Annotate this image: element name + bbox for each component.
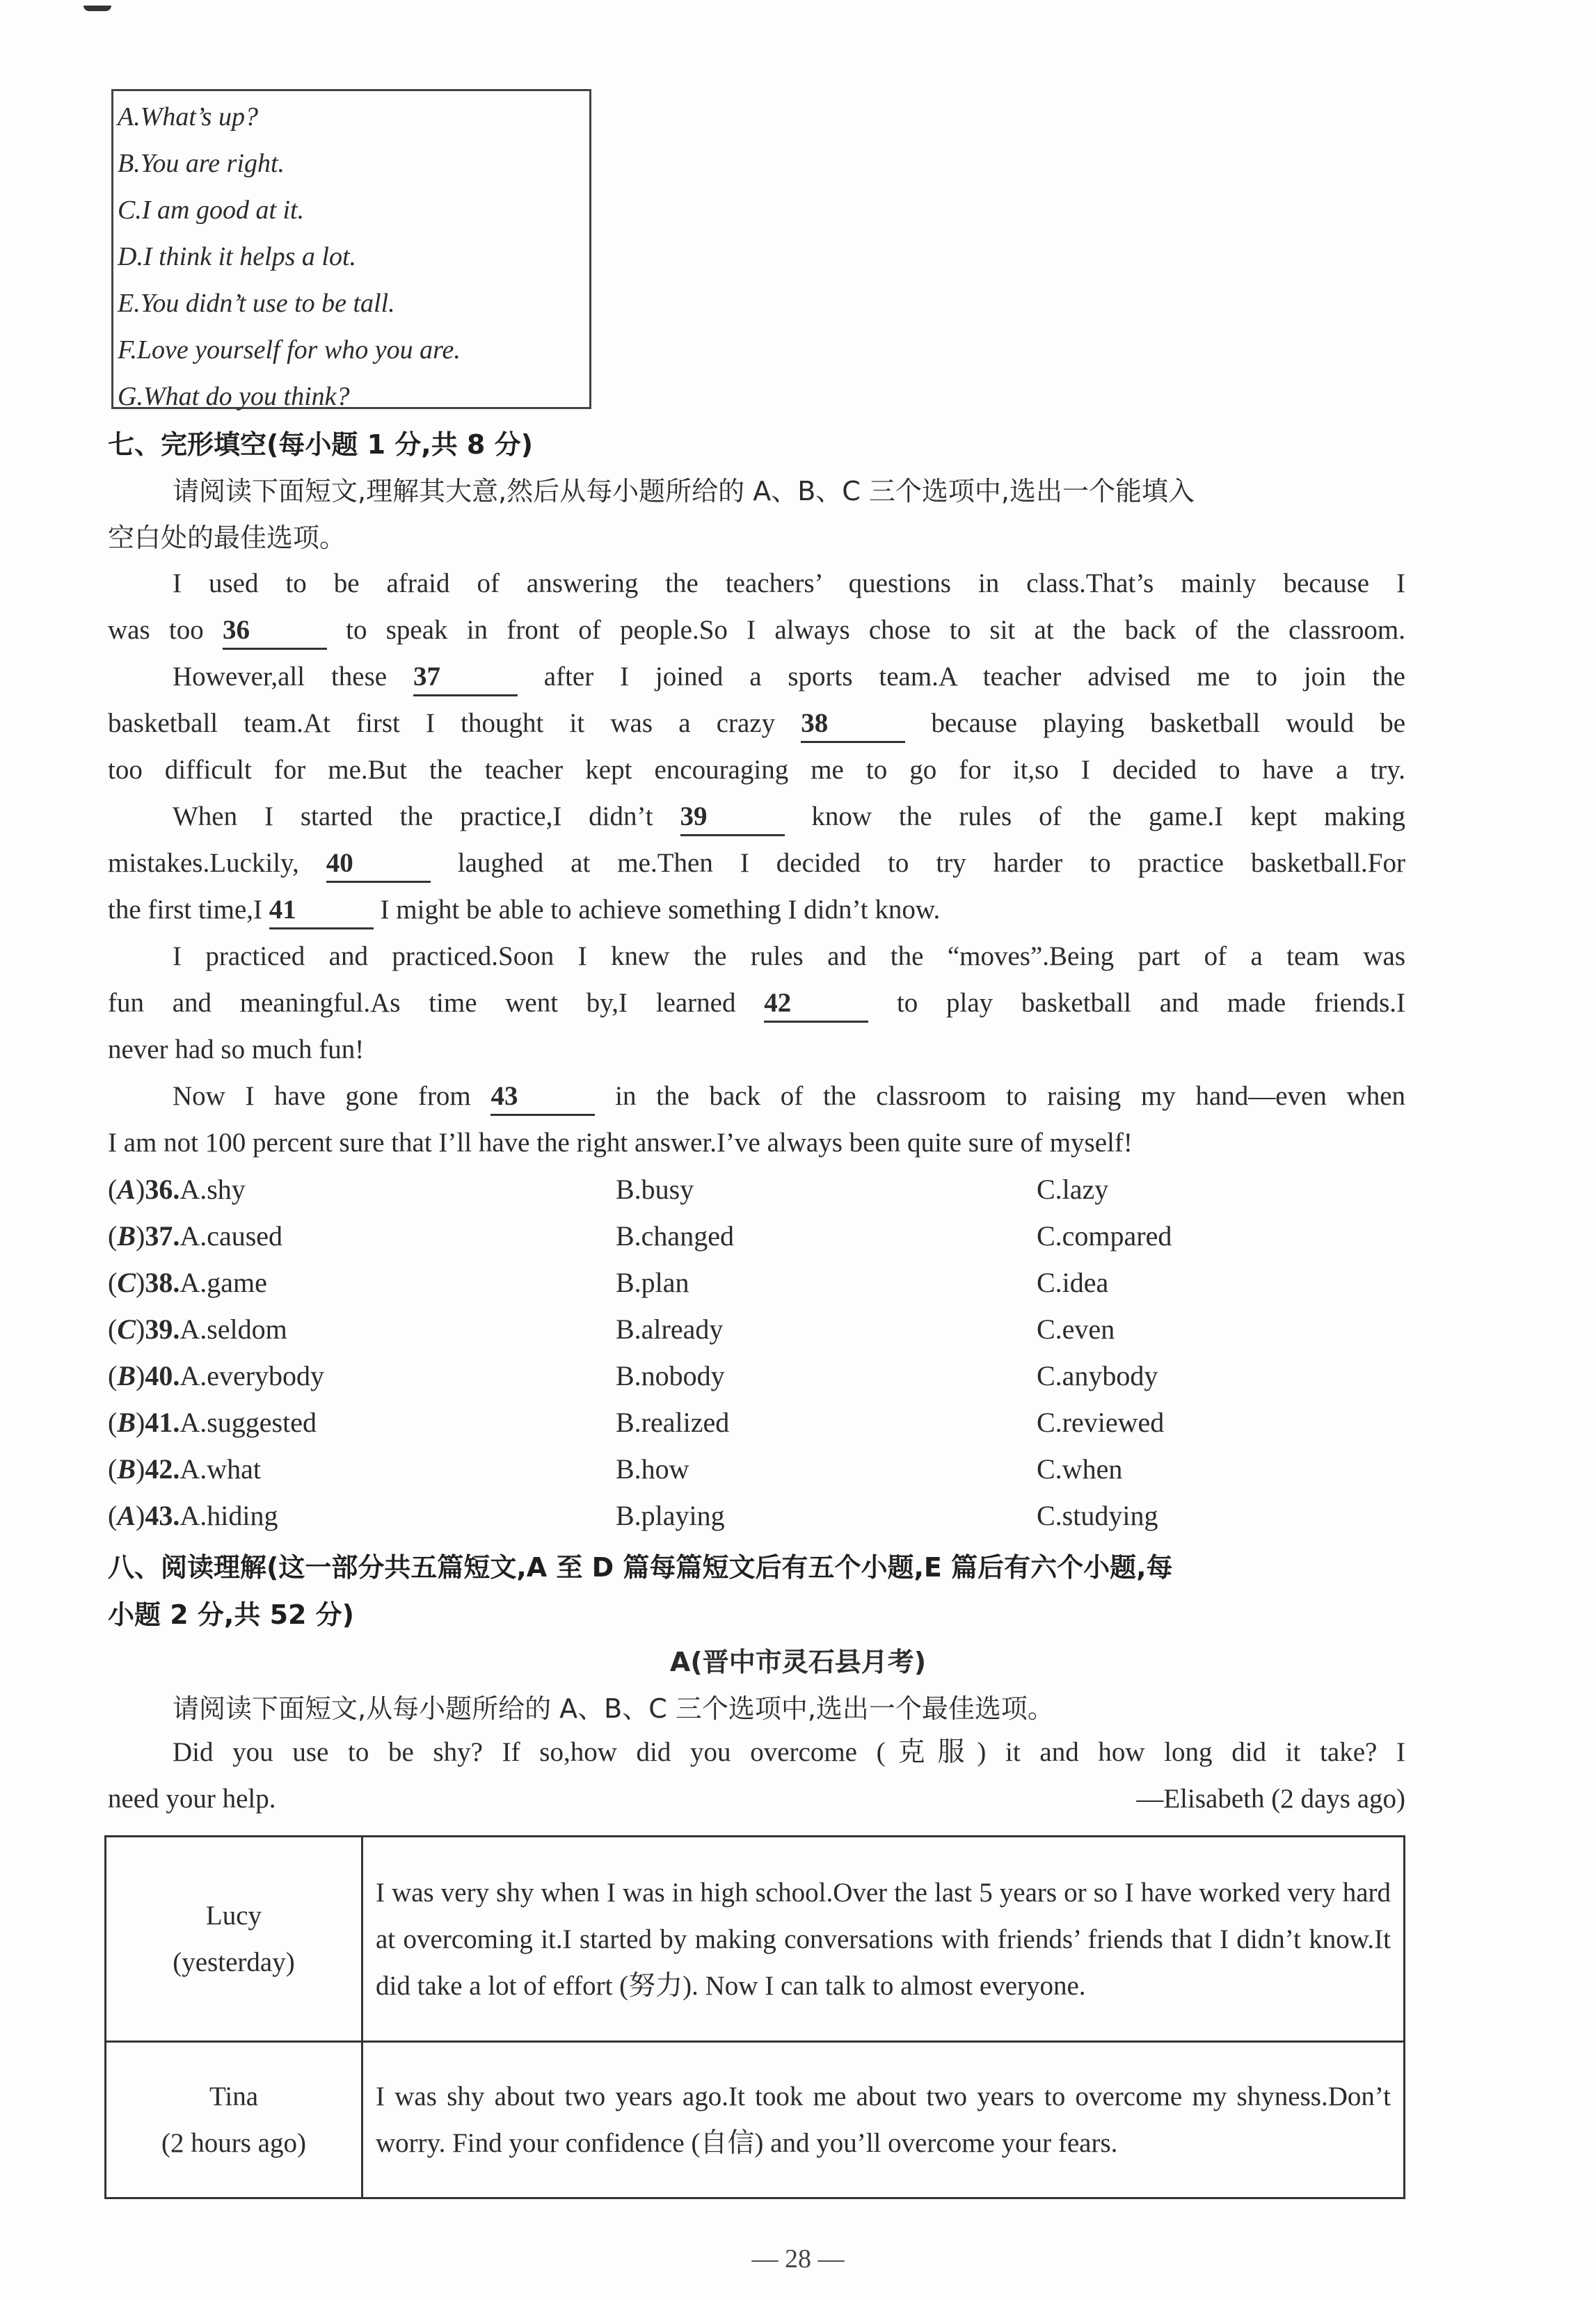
section-7-instruction-cont: 空白处的最佳选项。	[108, 522, 346, 553]
section-7-instruction: 请阅读下面短文,理解其大意,然后从每小题所给的 A、B、C 三个选项中,选出一个能填入	[173, 476, 1195, 506]
section-8-title: 八、阅读理解(这一部分共五篇短文,A 至 D 篇每篇短文后有五个小题,E 篇后有六个小题,每	[108, 1552, 1173, 1583]
passage-line: I am not 100 percent sure that I’ll have the right answer.I’ve always been quite sure of myself!	[108, 1128, 1133, 1158]
blank-42[interactable]: 42	[764, 986, 868, 1023]
option-d: D.I think it helps a lot.	[118, 242, 357, 271]
reading-a-intro	[108, 1729, 1405, 1822]
blank-37[interactable]: 37	[413, 660, 518, 696]
blank-36[interactable]: 36	[223, 613, 327, 650]
post-time: (yesterday)	[173, 1947, 295, 1977]
post-time: (2 hours ago)	[161, 2128, 306, 2158]
answer-letter: C	[117, 1313, 136, 1345]
option-g: G.What do you think?	[118, 382, 350, 411]
option-a: A.What’s up?	[118, 102, 258, 131]
reading-a-instruction: 请阅读下面短文,从每小题所给的 A、B、C 三个选项中,选出一个最佳选项。	[173, 1693, 1054, 1724]
passage-line: Now I have gone from 43 in the back of the classroom to raising my hand—even when	[108, 1073, 1405, 1119]
blank-38[interactable]: 38	[801, 706, 905, 743]
poster-name: Lucy	[205, 1901, 262, 1931]
answer-letter: C	[117, 1267, 136, 1298]
blank-41[interactable]: 41	[269, 893, 374, 929]
option-c: C.I am good at it.	[118, 195, 305, 225]
table-row	[106, 1837, 1405, 2042]
intro-signature: —Elisabeth (2 days ago)	[1136, 1784, 1405, 1814]
option-b: B.You are right.	[118, 149, 285, 178]
blank-39[interactable]: 39	[680, 799, 785, 836]
table-row	[106, 2042, 1405, 2198]
intro-line: Did you use to be shy? If so,how did you overcome (克服) it and how long did it take? I	[173, 1737, 1405, 1767]
passage-line: was too 36 to speak in front of people.So I always chose to sit at the back of the classroom.	[108, 607, 1405, 653]
answer-letter: B	[117, 1453, 136, 1485]
forum-posts-table	[104, 1835, 1405, 2199]
option-f: F.Love yourself for who you are.	[118, 335, 461, 365]
poster-name: Tina	[209, 2082, 259, 2111]
post-text: I was shy about two years ago.It took me about two years to overcome my shyness.Don’t worry. Find your confidence (自信) and you’ll overcome your fears.	[362, 2042, 1405, 2198]
passage-line: basketball team.At first I thought it was a crazy 38 because playing basketball would be	[108, 700, 1405, 746]
passage-line: fun and meaningful.As time went by,I learned 42 to play basketball and made friends.I	[108, 980, 1405, 1026]
passage-line: mistakes.Luckily, 40 laughed at me.Then I decided to try harder to practice basketball.For	[108, 840, 1405, 886]
poster-cell	[106, 1837, 362, 2042]
passage-line: When I started the practice,I didn’t 39 know the rules of the game.I kept making	[108, 793, 1405, 840]
answer-options-box	[111, 89, 591, 409]
answer-letter: A	[117, 1500, 136, 1531]
passage-line: I practiced and practiced.Soon I knew the rules and the “moves”.Being part of a team was	[173, 941, 1405, 971]
passage-line: the first time,I 41 I might be able to achieve something I didn’t know.	[108, 886, 1405, 933]
passage-line: However,all these 37 after I joined a sports team.A teacher advised me to join the	[108, 653, 1405, 700]
answer-letter: B	[117, 1220, 136, 1252]
blank-40[interactable]: 40	[326, 846, 431, 883]
poster-cell	[106, 2042, 362, 2198]
answer-letter: B	[117, 1407, 136, 1438]
intro-line: need your help. —Elisabeth (2 days ago)	[108, 1775, 1405, 1822]
page-number: — 28 —	[751, 2244, 845, 2274]
post-text: I was very shy when I was in high school.Over the last 5 years or so I have worked very hard at overcoming it.I started by making conversations with friends’ friends that I didn’t know.It did take a lot of effort (努力). Now I can talk to almost everyone.	[362, 1837, 1405, 2042]
passage-line: I used to be afraid of answering the teachers’ questions in class.That’s mainly because I	[173, 568, 1405, 598]
reading-a-title: A(晋中市灵石县月考)	[669, 1647, 927, 1677]
passage-line: never had so much fun!	[108, 1035, 365, 1064]
section-7-title: 七、完形填空(每小题 1 分,共 8 分)	[108, 429, 533, 460]
option-e: E.You didn’t use to be tall.	[118, 289, 395, 318]
answer-letter: A	[117, 1174, 136, 1205]
passage-line: too difficult for me.But the teacher kept encouraging me to go for it,so I decided to have a try.	[108, 755, 1405, 785]
page-corner-mark	[83, 6, 111, 11]
section-8-title-cont: 小题 2 分,共 52 分)	[108, 1599, 355, 1630]
answer-letter: B	[117, 1360, 136, 1391]
blank-43[interactable]: 43	[490, 1079, 595, 1116]
cloze-passage	[108, 560, 1405, 1166]
